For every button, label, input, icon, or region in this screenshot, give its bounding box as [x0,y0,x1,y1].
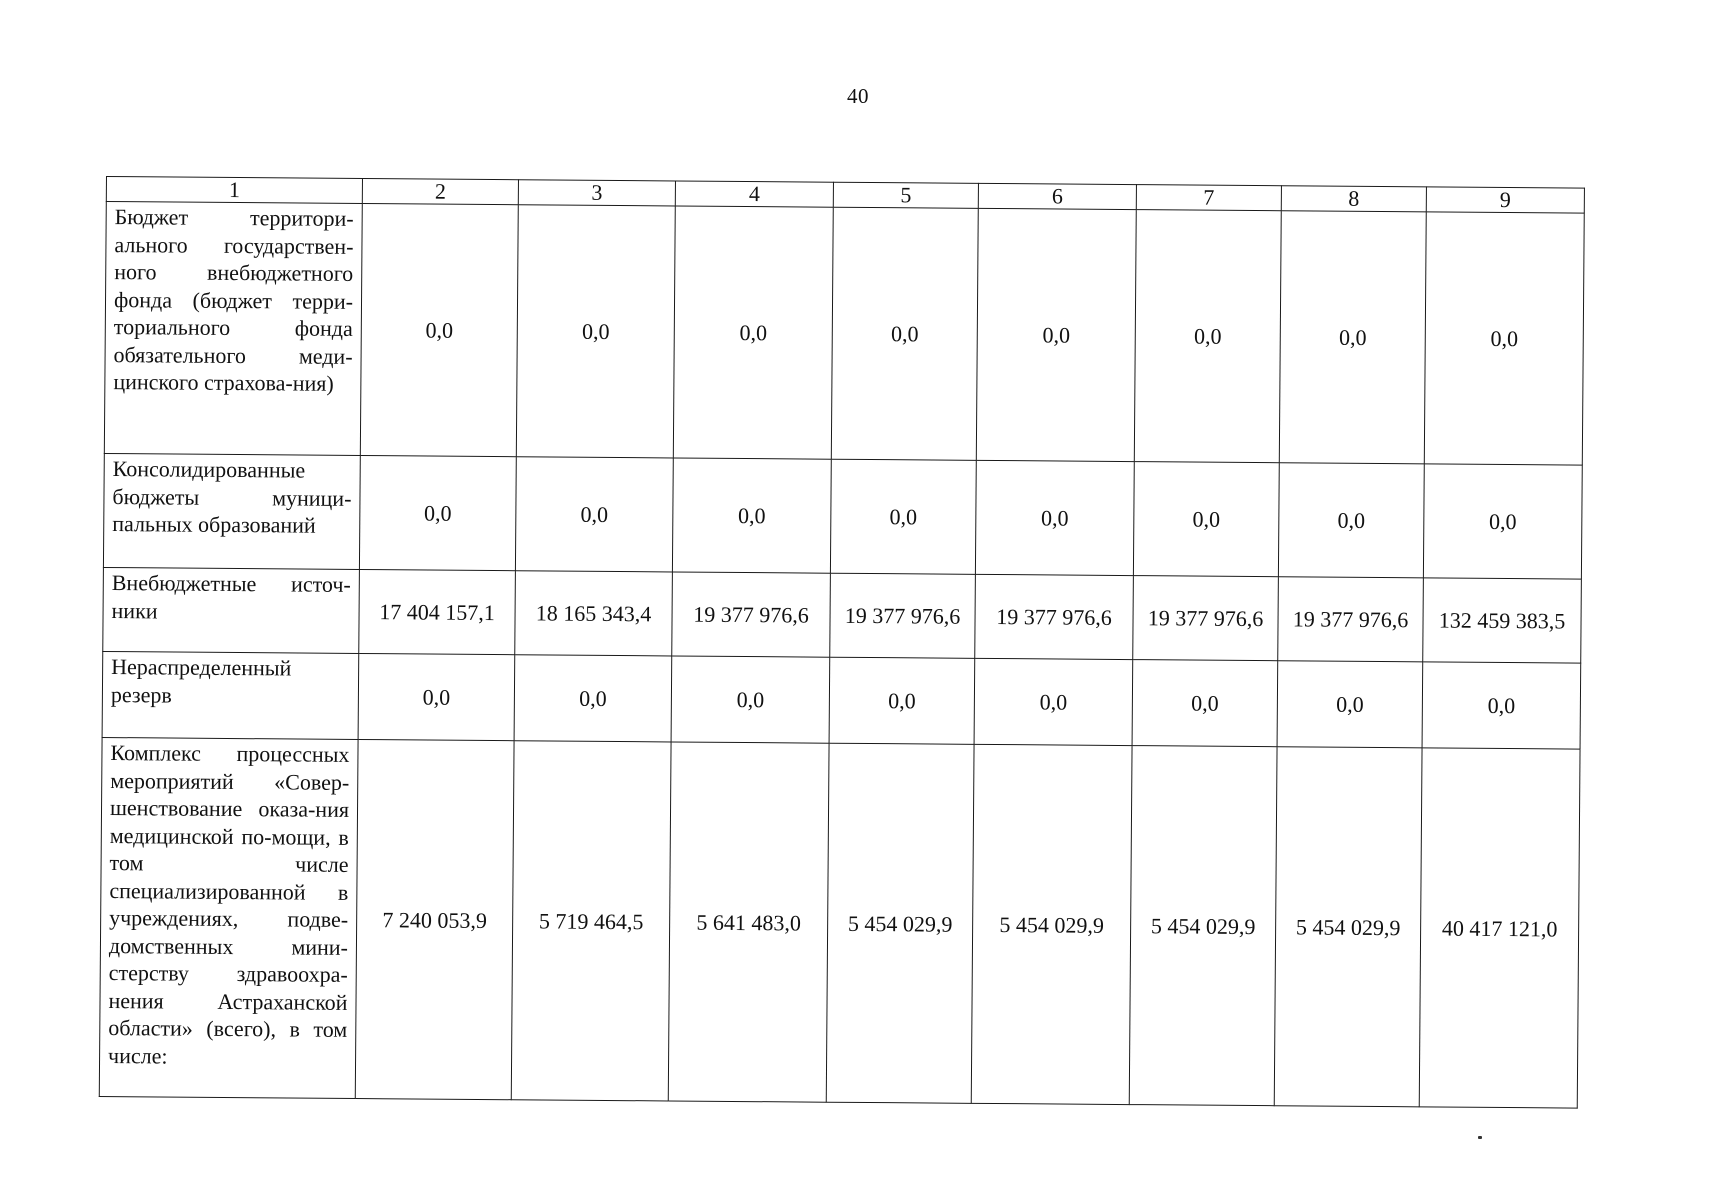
value-cell: 5 454 029,9 [1274,747,1422,1107]
value-cell: 18 165 343,4 [515,571,673,656]
page-number: 40 [847,84,869,108]
value-cell: 0,0 [829,657,975,744]
value-cell: 5 454 029,9 [826,743,974,1103]
value-cell: 5 641 483,0 [668,742,829,1102]
column-number: 9 [1426,187,1584,213]
table-row [103,567,1582,663]
value-cell: 0,0 [671,656,830,743]
value-cell: 0,0 [1278,463,1424,578]
value-cell: 17 404 157,1 [359,570,516,655]
value-cell: 19 377 976,6 [975,574,1134,659]
value-cell: 0,0 [1279,211,1426,464]
row-label: Бюджет территори-ального государствен-ного внебюджетного фонда (бюджет терри-ториального фонда обязательного меди-цинского страхова-ния) [104,202,362,456]
value-cell: 0,0 [830,459,976,574]
table-row [104,202,1584,466]
value-cell: 0,0 [1422,662,1581,749]
value-cell: 0,0 [673,206,833,459]
value-cell: 0,0 [359,456,516,571]
value-cell: 0,0 [515,457,673,572]
value-cell: 0,0 [974,658,1133,745]
value-cell: 0,0 [672,458,831,573]
value-cell: 0,0 [1133,462,1279,577]
value-cell: 0,0 [516,205,675,458]
column-number: 8 [1281,186,1426,212]
row-label: Консолидированные бюджеты муници-пальных образований [103,453,360,569]
value-cell: 0,0 [1132,660,1278,747]
value-cell: 0,0 [975,460,1134,575]
column-number: 7 [1136,185,1281,211]
row-label: Комплекс процессных мероприятий «Совер-шенствование оказа-ния медицинской по-мощи, в том числе специализированной в учреждениях, подве-домственных мини-стерству здравоохра-нения Астраханской области» (всего), в том числе: [99,737,358,1098]
value-cell: 0,0 [1277,661,1423,748]
row-label: Внебюджетные источ-ники [103,567,360,653]
value-cell: 0,0 [358,653,515,740]
table-row [102,651,1581,749]
value-cell: 19 377 976,6 [1133,576,1279,661]
table-row [103,453,1582,579]
value-cell: 0,0 [976,208,1136,461]
value-cell: 19 377 976,6 [1278,577,1424,662]
budget-table-container [99,176,1584,1109]
column-number: 2 [362,179,518,205]
value-cell: 0,0 [1424,212,1584,465]
value-cell: 0,0 [360,204,518,457]
column-number: 1 [106,177,362,204]
value-cell: 0,0 [1423,464,1582,579]
column-number: 4 [675,181,833,207]
value-cell: 132 459 383,5 [1423,578,1582,663]
table-row [99,737,1580,1108]
value-cell: 7 240 053,9 [355,739,514,1099]
scan-speck [1478,1136,1482,1139]
value-cell: 5 719 464,5 [511,741,671,1101]
value-cell: 0,0 [514,655,672,742]
value-cell: 19 377 976,6 [830,573,976,658]
value-cell: 0,0 [831,207,978,460]
value-cell: 5 454 029,9 [1129,746,1277,1106]
row-label: Нераспределенный резерв [102,651,359,739]
value-cell: 40 417 121,0 [1419,748,1580,1108]
value-cell: 5 454 029,9 [971,744,1132,1104]
budget-table [99,176,1585,1109]
value-cell: 0,0 [1134,210,1281,463]
value-cell: 19 377 976,6 [672,572,831,657]
column-number: 6 [978,183,1136,209]
column-number: 5 [833,182,978,208]
column-number: 3 [518,180,675,206]
